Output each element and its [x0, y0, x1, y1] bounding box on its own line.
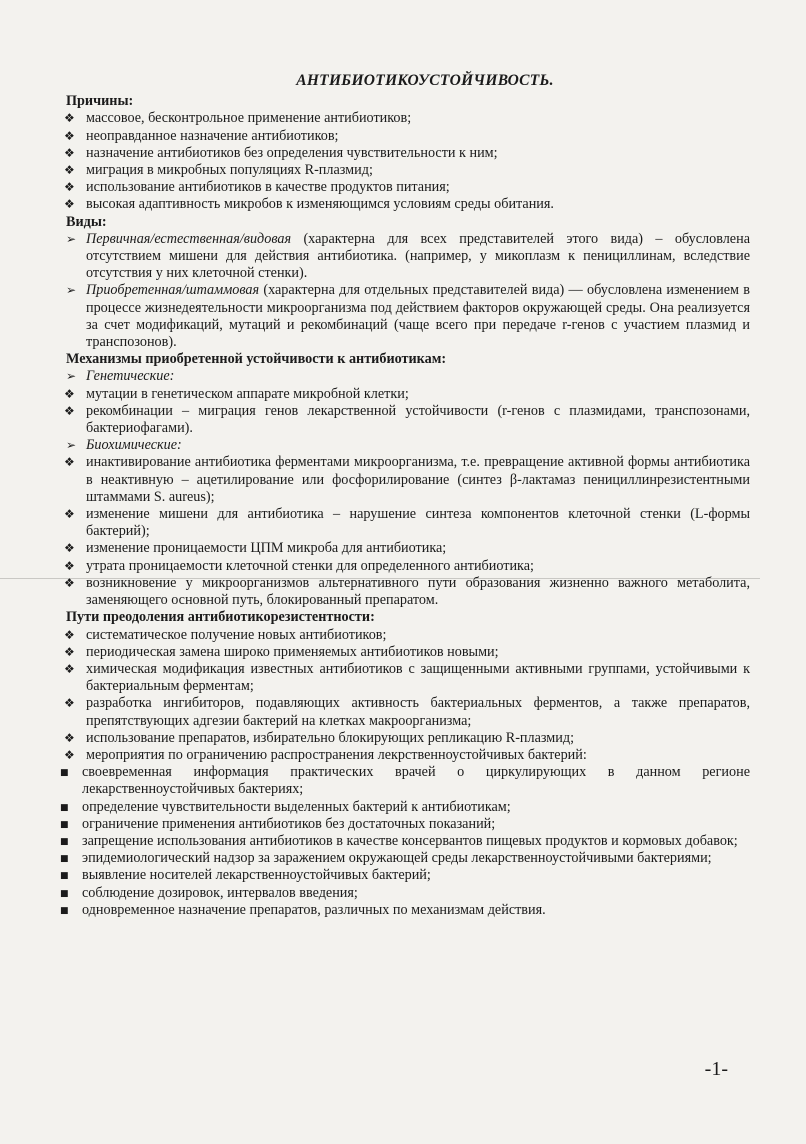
diamond-bullet-icon: ❖ [64, 403, 75, 418]
square-bullet-icon: ■ [60, 905, 69, 916]
list-item: ❖ мероприятия по ограничению распространения лекрственноустойчивых бактерий: [64, 746, 587, 763]
diamond-bullet-icon: ❖ [64, 145, 75, 160]
list-item: ➢ Генетические: [66, 368, 175, 385]
list-item: ❖ периодическая замена широко применяемых антибиотиков новыми; [64, 643, 499, 660]
list-item: ■ эпидемиологический надзор за заражением окружающей среды лекарственноустойчивыми бактериями; [60, 850, 750, 867]
list-item: ➢ Первичная/естественная/видовая (характерна для всех представителей этого вида) – обусловлена отсутствием мишени для действия антибиотика. (например, у микоплазм к пенициллинам, вследствие отсутствия у них клеточной стенки). [66, 230, 750, 282]
types-heading: Виды: [66, 213, 107, 230]
square-bullet-icon: ■ [60, 871, 69, 882]
diamond-bullet-icon: ❖ [64, 696, 75, 711]
diamond-bullet-icon: ❖ [64, 558, 75, 573]
diamond-bullet-icon: ❖ [64, 747, 75, 762]
square-bullet-icon: ■ [60, 854, 69, 865]
page-title: АНТИБИОТИКОУСТОЙЧИВОСТЬ. [296, 72, 554, 89]
diamond-bullet-icon: ❖ [64, 128, 75, 143]
page-number: -1- [704, 1058, 728, 1080]
diamond-bullet-icon: ❖ [64, 575, 75, 590]
list-item: ❖ назначение антибиотиков без определения чувствительности к ним; [64, 144, 498, 161]
diamond-bullet-icon: ❖ [64, 386, 75, 401]
causes-heading: Причины: [66, 93, 134, 110]
square-bullet-icon: ■ [60, 819, 69, 830]
list-item: ❖ изменение проницаемости ЦПМ микроба для антибиотика; [64, 540, 447, 557]
list-item: ❖ миграция в микробных популяциях R-плазмид; [64, 162, 373, 179]
list-item: ❖ возникновение у микроорганизмов альтернативного пути образования жизненно важного метаболита, заменяющего основной путь, блокированный препаратом. [64, 574, 750, 609]
list-item: ■ соблюдение дозировок, интервалов введения; [60, 885, 750, 902]
diamond-bullet-icon: ❖ [64, 455, 75, 470]
list-item: ➢ Приобретенная/штаммовая (характерна для отдельных представителей вида) — обусловлена изменением в процессе жизнедеятельности микроорганизма под действием факторов окружающей среды. Она реализуется за счет модификаций, мутаций и рекомбинаций (чаще всего при передаче r-генов с участием плазмид и транспозонов). [66, 282, 750, 351]
diamond-bullet-icon: ❖ [64, 644, 75, 659]
arrow-bullet-icon: ➢ [66, 231, 77, 246]
list-item: ❖ разработка ингибиторов, подавляющих активность бактериальных ферментов, а также препаратов, препятствующих адгезии бактерий на клетках макроорганизма; [64, 695, 750, 729]
list-item: ❖ мутации в генетическом аппарате микробной клетки; [64, 385, 409, 402]
list-item: ❖ использование препаратов, избирательно блокирующих репликацию R-плазмид; [64, 729, 575, 746]
arrow-bullet-icon: ➢ [66, 369, 77, 384]
diamond-bullet-icon: ❖ [64, 730, 75, 745]
diamond-bullet-icon: ❖ [64, 111, 75, 126]
overcome-heading: Пути преодоления антибиотикорезистентности: [66, 609, 375, 626]
measures-list [60, 764, 750, 919]
list-item: ■ ограничение применения антибиотиков без достаточных показаний; [60, 816, 750, 833]
list-item: ❖ рекомбинации – миграция генов лекарственной устойчивости (r-генов с плазмидами, транспозонами, бактериофагами). [64, 402, 750, 437]
overcome-list [60, 627, 750, 765]
list-item: ❖ инактивирование антибиотика ферментами микроорганизма, т.е. превращение активной формы антибиотика в неактивную – ацетилирование или фосфорилирование (синтез β-лактамаз пенициллинрезистентными штаммами S. aureus); [64, 454, 750, 505]
square-bullet-icon: ■ [60, 888, 69, 899]
diamond-bullet-icon: ❖ [64, 180, 75, 195]
list-item: ❖ утрата проницаемости клеточной стенки для определенного антибиотика; [64, 557, 534, 574]
list-item: ❖ изменение мишени для антибиотика – нарушение синтеза компонентов клеточной стенки (L-формы бактерий); [64, 506, 750, 540]
list-item: ■ запрещение использования антибиотиков в качестве консервантов пищевых продуктов и кормовых добавок; [60, 833, 750, 850]
types-list [60, 231, 750, 351]
document-body [60, 72, 750, 919]
list-item: ❖ массовое, бесконтрольное применение антибиотиков; [64, 110, 412, 127]
list-item: ■ одновременное назначение препаратов, различных по механизмам действия. [60, 902, 750, 919]
diamond-bullet-icon: ❖ [64, 507, 75, 522]
list-item: ❖ использование антибиотиков в качестве продуктов питания; [64, 179, 450, 196]
list-item: ❖ систематическое получение новых антибиотиков; [64, 626, 387, 643]
list-item: ➢ Биохимические: [66, 437, 182, 454]
arrow-bullet-icon: ➢ [66, 438, 77, 453]
list-item: ❖ неоправданное назначение антибиотиков; [64, 127, 339, 144]
diamond-bullet-icon: ❖ [64, 627, 75, 642]
mechanisms-heading: Механизмы приобретенной устойчивости к антибиотикам: [66, 351, 447, 368]
diamond-bullet-icon: ❖ [64, 661, 75, 676]
list-item: ■ определение чувствительности выделенных бактерий к антибиотикам; [60, 799, 750, 816]
square-bullet-icon: ■ [60, 836, 69, 847]
square-bullet-icon: ■ [60, 768, 69, 779]
arrow-bullet-icon: ➢ [66, 283, 77, 298]
causes-list [60, 110, 750, 213]
list-item: ■ выявление носителей лекарственноустойчивых бактерий; [60, 867, 750, 884]
list-item: ■ своевременная информация практических врачей о циркулирующих в данном регионе лекарственноустойчивых бактериях; [60, 764, 750, 798]
diamond-bullet-icon: ❖ [64, 163, 75, 178]
diamond-bullet-icon: ❖ [64, 541, 75, 556]
list-item: ❖ химическая модификация известных антибиотиков с защищенными активными группами, устойчивыми к бактериальным ферментам; [64, 660, 750, 695]
diamond-bullet-icon: ❖ [64, 197, 75, 212]
list-item: ❖ высокая адаптивность микробов к изменяющимся условиям среды обитания. [64, 196, 554, 213]
mechanisms-list [60, 368, 750, 609]
square-bullet-icon: ■ [60, 802, 69, 813]
